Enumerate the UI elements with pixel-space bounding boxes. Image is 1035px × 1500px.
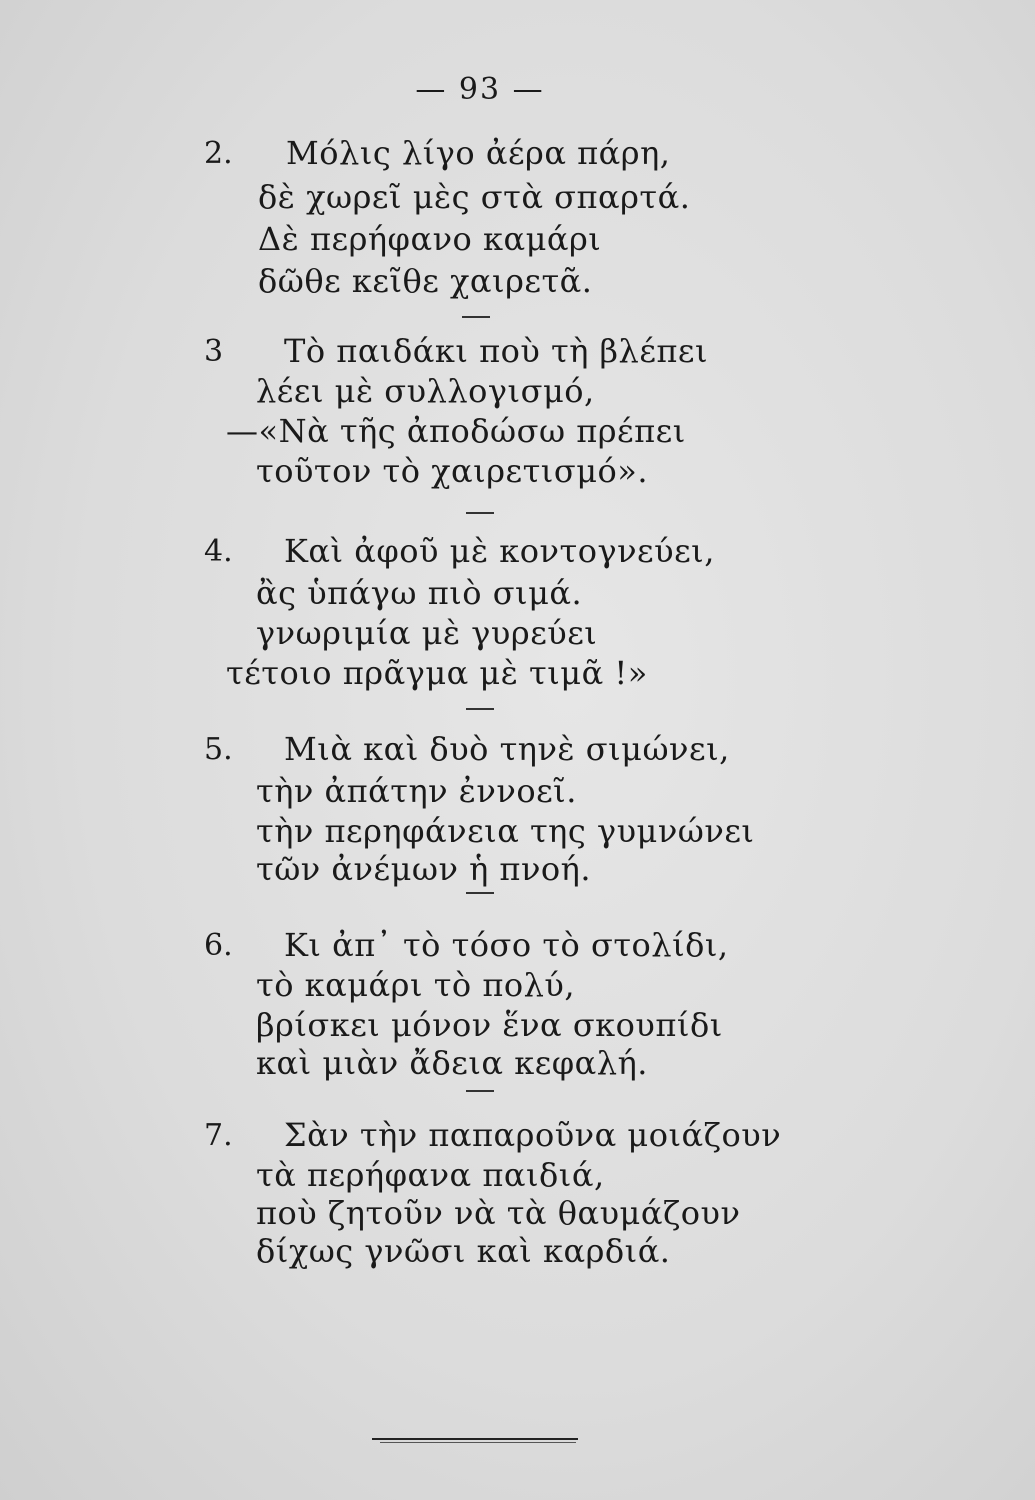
verse-line: βρίσκει μόνον ἕνα σκουπίδι — [256, 1006, 723, 1044]
verse-line: Τὸ παιδάκι ποὺ τὴ βλέπει — [284, 332, 709, 370]
verse-line: Δὲ περήφανο καμάρι — [258, 220, 602, 258]
verse-line: δίχως γνῶσι καὶ καρδιά. — [256, 1232, 671, 1270]
stanza-number: 4. — [204, 534, 233, 569]
verse-line: τὴν ἀπάτην ἐννοεῖ. — [256, 772, 577, 810]
closing-rule — [372, 1438, 578, 1440]
verse-line: Μόλις λίγο ἀέρα πάρη, — [286, 134, 671, 172]
verse-line: ἂς ὑπάγω πιὸ σιμά. — [256, 574, 583, 612]
verse-line: καὶ μιὰν ἄδεια κεφαλή. — [256, 1044, 648, 1082]
verse-line: λέει μὲ συλλογισμό, — [256, 372, 595, 410]
verse-line: τῶν ἀνέμων ἡ πνοή. — [256, 850, 592, 888]
stanza-separator — [466, 1090, 494, 1092]
stanza-separator — [466, 512, 494, 514]
verse-line: δὲ χωρεῖ μὲς στὰ σπαρτά. — [258, 178, 691, 216]
verse-line: τοῦτον τὸ χαιρετισμό». — [256, 452, 648, 490]
verse-line: τὴν περηφάνεια της γυμνώνει — [256, 812, 755, 850]
verse-line: τὸ καμάρι τὸ πολύ, — [256, 966, 576, 1004]
verse-line: —«Νὰ τῆς ἀποδώσω πρέπει — [226, 412, 686, 450]
stanza-separator — [466, 708, 494, 710]
stanza-number: 3 — [204, 334, 224, 369]
verse-line: γνωριμία μὲ γυρεύει — [256, 614, 598, 652]
stanza-number: 2. — [204, 136, 233, 171]
verse-line: τὰ περήφανα παιδιά, — [256, 1156, 605, 1194]
verse-line: δῶθε κεῖθε χαιρετᾶ. — [258, 262, 593, 300]
verse-line: ποὺ ζητοῦν νὰ τὰ θαυμάζουν — [256, 1194, 741, 1232]
page-number: — 93 — — [415, 72, 545, 107]
verse-line: Κι ἀπ᾿ τὸ τόσο τὸ στολίδι, — [284, 926, 729, 964]
stanza-separator — [466, 892, 494, 894]
stanza-separator — [462, 316, 490, 318]
stanza-number: 6. — [204, 928, 233, 963]
verse-line: Καὶ ἀφοῦ μὲ κοντογνεύει, — [284, 532, 715, 570]
verse-line: τέτοιο πρᾶγμα μὲ τιμᾶ !» — [226, 654, 648, 692]
stanza-number: 5. — [204, 732, 233, 767]
closing-rule-thin — [380, 1442, 576, 1443]
verse-line: Σὰν τὴν παπαροῦνα μοιάζουν — [284, 1116, 782, 1154]
verse-line: Μιὰ καὶ δυὸ τηνὲ σιμώνει, — [284, 730, 730, 768]
stanza-number: 7. — [204, 1118, 233, 1153]
